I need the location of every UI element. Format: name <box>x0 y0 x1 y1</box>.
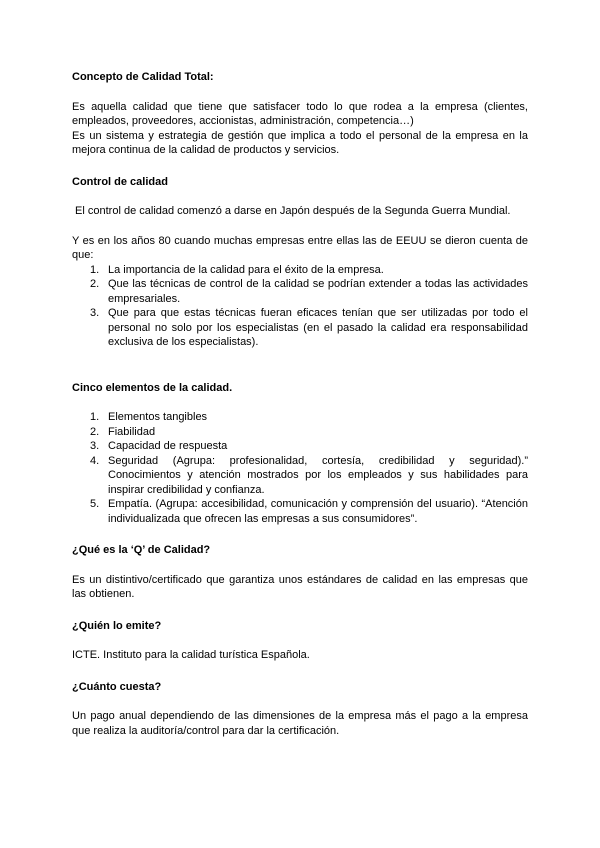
control-list <box>72 263 528 350</box>
list-item-text: Que las técnicas de control de la calidad se podrían extender a todas las actividades empresariales. <box>108 278 528 305</box>
heading-control-calidad: Control de calidad <box>72 175 168 188</box>
list-number: 3. <box>90 307 100 319</box>
list-item <box>72 410 528 425</box>
paragraph-calidad-total-2: Es un sistema y estrategia de gestión que implica a todo el personal de la empresa en la mejora continua de la calidad de productos y servicios. <box>72 129 528 156</box>
heading-q-calidad: ¿Qué es la ‘Q’ de Calidad? <box>72 544 211 556</box>
heading-cinco-elementos: Cinco elementos de la calidad. <box>72 381 233 394</box>
list-item <box>72 497 528 526</box>
document-page <box>72 70 528 738</box>
elementos-list <box>72 410 528 526</box>
paragraph-cuanto-cuesta: Un pago anual dependiendo de las dimensiones de la empresa más el pago a la empresa que realiza la auditoría/control para dar la certificación. <box>72 710 528 737</box>
paragraph-control-1: El control de calidad comenzó a darse en Japón después de la Segunda Guerra Mundial. <box>72 205 511 217</box>
list-number: 2. <box>90 425 100 438</box>
list-item-text: Capacidad de respuesta <box>108 440 228 452</box>
list-number: 1. <box>90 411 100 423</box>
list-item <box>72 263 528 278</box>
list-item-text: Que para que estas técnicas fueran eficaces tenían que ser utilizadas por todo el personal no solo por los especialistas (en el pasado la calidad era responsabilidad exclusiva de los especialistas). <box>108 307 528 348</box>
list-number: 4. <box>90 454 100 467</box>
list-item <box>72 425 528 440</box>
heading-calidad-total: Concepto de Calidad Total: <box>72 71 214 83</box>
paragraph-quien-emite: ICTE. Instituto para la calidad turística Española. <box>72 649 310 661</box>
list-number: 5. <box>90 498 100 510</box>
paragraph-q-calidad: Es un distintivo/certificado que garantiza unos estándares de calidad en las empresas que las obtienen. <box>72 573 528 600</box>
list-number: 2. <box>90 278 100 290</box>
heading-cuanto-cuesta: ¿Cuánto cuesta? <box>72 680 162 693</box>
list-number: 1. <box>90 263 100 276</box>
heading-quien-emite: ¿Quién lo emite? <box>72 619 162 632</box>
list-item-text: Elementos tangibles <box>108 411 208 423</box>
list-item <box>72 454 528 498</box>
list-number: 3. <box>90 440 100 452</box>
list-item <box>72 306 528 350</box>
list-item-text: Fiabilidad <box>108 425 156 438</box>
list-item-text: Empatía. (Agrupa: accesibilidad, comunicación y comprensión del usuario). “Atención individualizada que ofrecen las empresas a sus consumidores”. <box>108 498 528 525</box>
paragraph-control-2: Y es en los años 80 cuando muchas empresas entre ellas las de EEUU se dieron cuenta de que: <box>72 234 528 261</box>
paragraph-calidad-total-1: Es aquella calidad que tiene que satisfacer todo lo que rodea a la empresa (clientes, empleados, proveedores, accionistas, administración, competencia…) <box>72 100 528 127</box>
list-item-text: La importancia de la calidad para el éxito de la empresa. <box>108 263 384 276</box>
list-item <box>72 277 528 306</box>
list-item <box>72 439 528 454</box>
list-item-text: Seguridad (Agrupa: profesionalidad, cortesía, credibilidad y seguridad).” Conocimientos y atención mostrados por los empleados y sus habilidades para inspirar credibilidad y confianza. <box>108 454 528 496</box>
